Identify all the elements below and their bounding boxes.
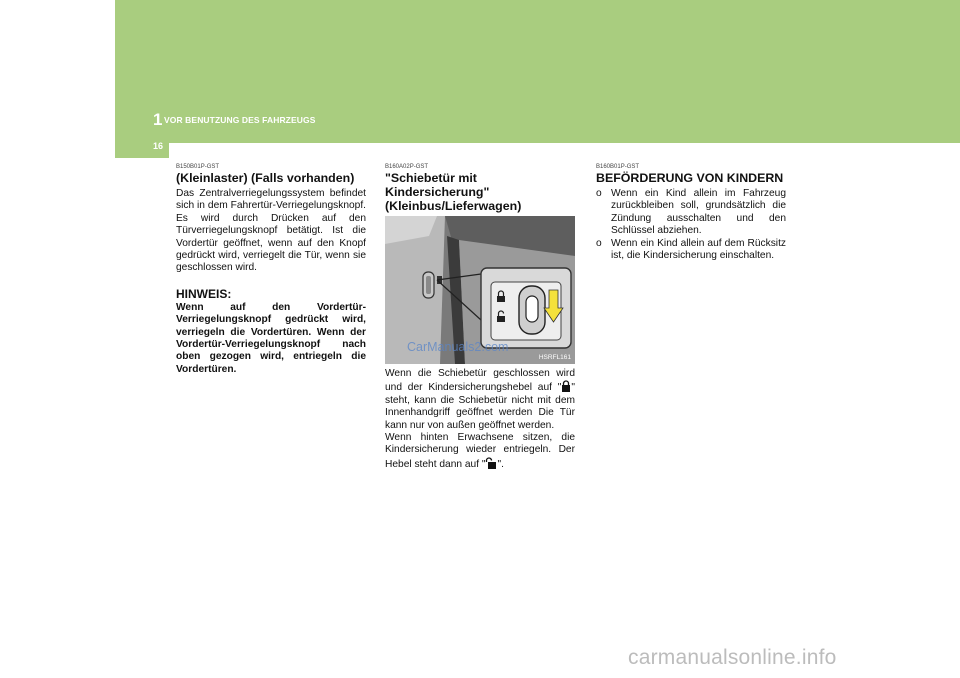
section-heading: BEFÖRDERUNG VON KINDERN (596, 171, 784, 185)
section-code: B150B01P-GST (176, 164, 220, 170)
unlocked-padlock-icon (485, 457, 497, 469)
column-transporting-children (596, 164, 786, 262)
section-code: B160B01P-GST (596, 164, 640, 170)
sliding-door-figure (385, 216, 575, 364)
footer-site: carmanualsonline.info (628, 646, 837, 669)
section-body (385, 368, 575, 471)
note-heading: HINWEIS: (176, 286, 232, 301)
bullet-text: Wenn ein Kind allein im Fahrzeug zurückbleiben soll, grundsätzlich die Zündung ausschalten und den Schlüssel abziehen. (611, 188, 786, 237)
note-body: Wenn auf den Vordertür-Verriegelungsknopf gedrückt wird, verriegeln die Vordertüren. Wenn der Vordertür-Verriegelungsknopf nach oben gezogen wird, entriegeln die Vordertüren. (176, 301, 366, 375)
section-heading: (Kleinlaster) (Falls vorhanden) (176, 171, 355, 185)
bullet-item (596, 188, 786, 238)
section-code: B160A02P-GST (385, 164, 429, 170)
body-part1: Wenn die Schiebetür geschlossen wird und der Kindersicherungshebel auf " (385, 368, 575, 394)
body-part4: ". (497, 458, 504, 470)
chapter-number: 1 (153, 110, 163, 129)
page-number: 16 (153, 141, 164, 151)
body-part3: Wenn hinten Erwachsene sitzen, die Kindersicherung wieder entriegeln. Der Hebel steht dann auf " (385, 432, 575, 470)
body-part2: " steht, kann die Schiebetür nicht mit dem Innenhandgriff geöffnet werden Die Tür kann nur von außen geöffnet werden. (385, 382, 575, 431)
column-central-locking (176, 164, 366, 376)
column-child-lock (385, 164, 575, 471)
section-heading: "Schiebetür mit Kindersicherung" (Kleinbus/Lieferwagen) (385, 171, 522, 213)
bullet-marker: o (596, 237, 602, 249)
bullet-marker: o (596, 188, 602, 199)
bullet-item (596, 238, 786, 263)
bullet-text: Wenn ein Kind allein auf dem Rücksitz ist, die Kindersicherung einschalten. (611, 237, 786, 262)
watermark: CarManuals2.com (407, 340, 509, 354)
section-body: Das Zentralverriegelungssystem befindet sich in dem Fahrertür-Verriegelungsknopf. Es wird durch Drücken auf den Türverriegelungsknopf betätigt. Ist die Vordertür geöffnet, wenn auf den Knopf gedrückt wird, verriegelt die Tür, wenn sie geschlossen wird. (176, 188, 366, 274)
bullet-list (596, 188, 786, 262)
chapter-title: VOR BENUTZUNG DES FAHRZEUGS (164, 115, 316, 125)
locked-padlock-icon (561, 380, 571, 392)
figure-code: HSRFL161 (538, 354, 571, 361)
